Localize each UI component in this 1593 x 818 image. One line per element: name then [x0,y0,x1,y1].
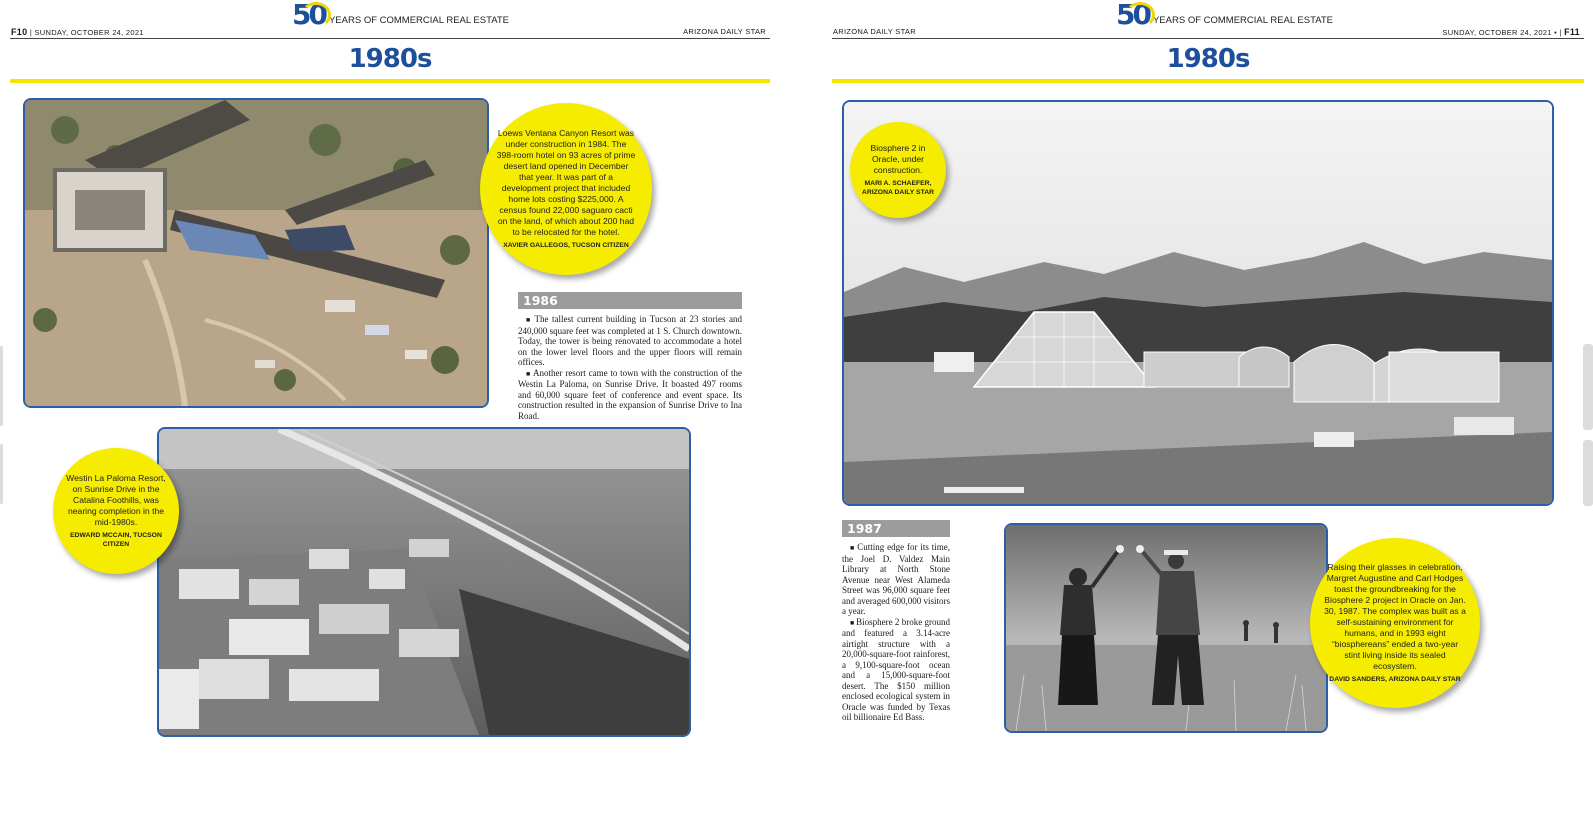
right-logo [1116,0,1333,30]
caption-la-paloma-text: Westin La Paloma Resort, on Sunrise Drive in the Catalina Foothills, was nearing completion in the mid-1980s. [66,473,166,527]
left-yellow-rule [10,79,770,83]
photo-biosphere-2 [842,100,1554,506]
left-edge-tab-1[interactable] [0,346,3,426]
right-edge-tab-1[interactable] [1583,344,1593,430]
photo-groundbreaking-toast [1004,523,1328,733]
right-yellow-rule [832,79,1584,83]
caption-biosphere-credit: MARI A. SCHAEFER, ARIZONA DAILY STAR [861,180,935,196]
photo-loews-ventana-canyon [23,98,489,408]
right-logo-tagline: YEARS OF COMMERCIAL REAL ESTATE [1152,15,1333,26]
left-folio: F10 | SUNDAY, OCTOBER 24, 2021 [11,27,144,37]
left-page [10,0,770,818]
left-header-rule [10,38,770,39]
left-page-number: F10 [11,27,28,37]
caption-bubble-toast [1310,538,1480,708]
year-1986-label: 1986 [518,292,742,309]
caption-bubble-la-paloma [53,448,179,574]
right-header-rule [832,38,1584,39]
right-folio: SUNDAY, OCTOBER 24, 2021 • | F11 [1442,27,1580,37]
biosphere-2-image [844,102,1552,504]
caption-loews-text: Loews Ventana Canyon Resort was under construction in 1984. The 398-room hotel on 93 acres of prime desert land opened in December that year. It was part of a development project that included home lots costing $225,000. A census found 22,000 saguaro cacti on the land, of which about 200 had to be relocated for the hotel. [496,127,636,237]
caption-biosphere-text: Biosphere 2 in Oracle, under construction. [870,143,926,175]
year-1986-paragraph-1: ■ The tallest current building in Tucson at 23 stories and 240,000 square feet was completed at 1 S. Church downtown. Today, the tower is being renovated to accommodate a hotel on the lower level floors and the upper floors will remain offices. [518,314,742,368]
right-publication: ARIZONA DAILY STAR [833,27,916,36]
right-page [832,0,1584,818]
year-1987-paragraph-1: ■ Cutting edge for its time, the Joel D. Valdez Main Library at North Stone Avenue near West Alameda Street was 96,000 square feet and averaged 600,000 visitors a year. [842,542,950,617]
right-logo-number: 50 [1116,0,1149,31]
year-1986-box [518,292,742,421]
caption-bubble-biosphere [850,122,946,218]
right-date: SUNDAY, OCTOBER 24, 2021 • [1442,28,1558,37]
toast-image [1006,525,1326,731]
left-edge-tab-2[interactable] [0,444,3,504]
right-decade-heading: 1980s [1166,44,1250,74]
loews-aerial-image [25,100,487,406]
right-edge-tab-2[interactable] [1583,440,1593,506]
left-logo-number: 50 [292,0,325,31]
left-publication: ARIZONA DAILY STAR [683,27,766,36]
caption-toast-text: Raising their glasses in celebration, Margret Augustine and Carl Hodges toast the groundbreaking for the Biosphere 2 project in Oracle on Jan. 30, 1987. The complex was built as a self-sustaining environment for humans, and in 1993 eight “biosphereans” ended a two-year stint living inside its sealed ecosystem. [1324,561,1466,671]
year-1987-paragraph-2: ■ Biosphere 2 broke ground and featured a 3.14-acre airtight structure with a 20,000-square-foot rainforest, a 9,100-square-foot ocean and a 15,000-square-foot desert. The $150 million enclosed ecological system in Oracle was funded by Texas oil billionaire Ed Bass. [842,617,950,723]
caption-bubble-loews [480,103,652,275]
photo-westin-la-paloma [157,427,691,737]
left-logo-tagline: YEARS OF COMMERCIAL REAL ESTATE [328,15,509,26]
caption-loews-credit: XAVIER GALLEGOS, TUCSON CITIZEN [503,241,629,249]
right-page-number: F11 [1564,27,1580,37]
year-1986-paragraph-2: ■ Another resort came to town with the construction of the Westin La Paloma, on Sunrise Drive. It boasted 497 rooms and 60,000 square feet of conference and event space. Its construction resulted in the expansion of Sunrise Drive to Ina Road. [518,368,742,422]
year-1986-text [518,314,742,421]
la-paloma-aerial-image [159,429,689,735]
caption-la-paloma-credit: EDWARD MCCAIN, TUCSON CITIZEN [70,532,162,548]
year-1987-text [842,542,950,723]
year-1987-label: 1987 [842,520,950,537]
left-date: SUNDAY, OCTOBER 24, 2021 [34,28,144,37]
year-1987-box [842,520,950,723]
left-decade-heading: 1980s [348,44,432,74]
caption-toast-credit: DAVID SANDERS, ARIZONA DAILY STAR [1329,675,1461,683]
left-logo [292,0,509,30]
